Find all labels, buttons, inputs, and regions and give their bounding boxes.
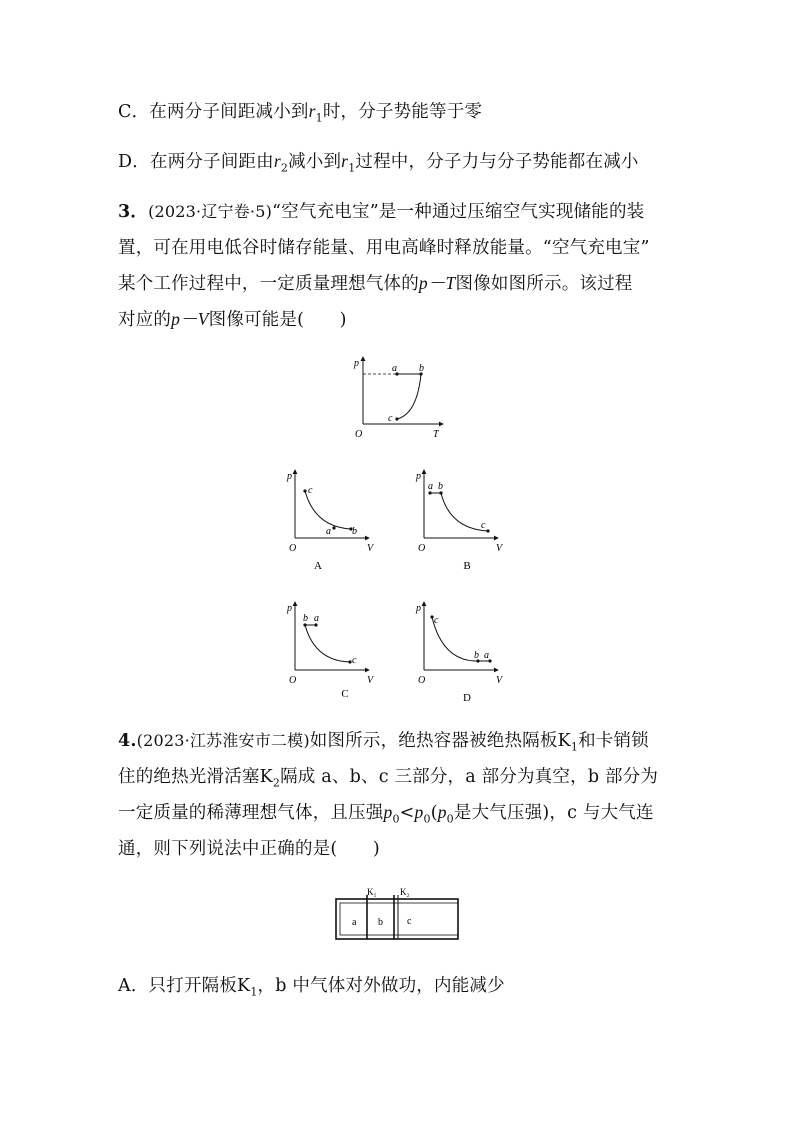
q4-line-2: 住的绝热光滑活塞$K_2$隔成 a、b、c 三部分，a 部分为真空，b 部分为 <box>118 767 659 790</box>
label-a: a <box>428 481 433 492</box>
svg-text:O: O <box>418 543 426 554</box>
x-axis-label: T <box>433 429 439 440</box>
svg-text:V: V <box>367 675 374 686</box>
q3-line-1: 3．(2023·辽宁卷·5)“空气充电宝”是一种通过压缩空气实现储能的装 <box>118 202 645 222</box>
svg-text:V: V <box>496 675 503 686</box>
option-c: C．在两分子间距减小到$r_1$时，分子势能等于零 <box>118 101 483 125</box>
q3-line-3: 某个工作过程中，一定质量理想气体的p－T图像如图所示。该过程 <box>118 273 633 294</box>
svg-text:V: V <box>367 543 374 554</box>
label-c: c <box>352 655 357 666</box>
label-b: b <box>419 363 424 374</box>
label-a: a <box>484 650 489 661</box>
label-b: b <box>438 481 443 492</box>
q4-option-a: A．只打开隔板$K_1$，b 中气体对外做功，内能减少 <box>118 976 505 999</box>
label-a: a <box>392 363 397 374</box>
svg-text:p: p <box>287 603 292 614</box>
y-axis-label: p <box>354 358 359 369</box>
choice-d-graph <box>412 597 502 707</box>
region-c-label: c <box>407 916 412 927</box>
label-b: b <box>474 650 479 661</box>
option-label: C． <box>118 102 150 122</box>
svg-text:p: p <box>416 471 421 482</box>
choice-caption: C <box>341 688 349 700</box>
origin-label: O <box>355 429 363 440</box>
region-a-label: a <box>352 917 357 928</box>
cb-curve <box>397 374 421 419</box>
option-label: A． <box>118 976 149 996</box>
label-c: c <box>481 520 486 531</box>
option-label: D． <box>118 152 150 172</box>
label-a: a <box>326 526 331 537</box>
question-source: (2023·江苏淮安市二模) <box>136 731 310 750</box>
question-number: 3． <box>118 202 149 222</box>
choice-caption: D <box>463 692 471 704</box>
choice-a-graph <box>283 465 373 575</box>
svg-text:p: p <box>287 471 292 482</box>
q3-line-2: 置，可在用电低谷时储存能量、用电高峰时释放能量。“空气充电宝” <box>118 238 650 258</box>
option-d: D．在两分子间距由$r_2$减小到$r_1$过程中，分子力与分子势能都在减小 <box>118 151 639 175</box>
label-b: b <box>303 613 308 624</box>
q3-line-4: 对应的p－V图像可能是( ) <box>118 309 347 330</box>
k2-label: K₂ <box>400 887 410 897</box>
question-number: 4. <box>118 731 137 751</box>
label-c: c <box>308 485 313 496</box>
choice-c-graph <box>283 597 373 707</box>
q4-line-4: 通，则下列说法中正确的是( ) <box>118 839 380 859</box>
pt-graph <box>345 352 465 442</box>
q4-line-3: 一定质量的稀薄理想气体，且压强$p_0<p_0(p_0$是大气压强)，c 与大气连 <box>118 802 654 826</box>
label-c: c <box>388 413 393 424</box>
svg-text:O: O <box>418 675 426 686</box>
point-c <box>395 417 398 420</box>
choice-b-graph <box>412 465 502 575</box>
k1-label: K₁ <box>367 887 377 897</box>
region-b-label: b <box>378 917 383 928</box>
choice-caption: A <box>314 560 322 572</box>
label-c: c <box>434 615 439 626</box>
q4-line-1: 4.(2023·江苏淮安市二模)如图所示，绝热容器被绝热隔板$K_1$和卡销锁 <box>118 731 649 754</box>
container-diagram <box>334 885 464 945</box>
svg-text:V: V <box>496 543 503 554</box>
question-source: (2023·辽宁卷·5) <box>148 202 273 221</box>
svg-text:p: p <box>416 603 421 614</box>
svg-text:O: O <box>289 675 297 686</box>
choice-caption: B <box>463 560 471 572</box>
label-b: b <box>352 526 357 537</box>
label-a: a <box>314 613 319 624</box>
svg-text:O: O <box>289 543 297 554</box>
